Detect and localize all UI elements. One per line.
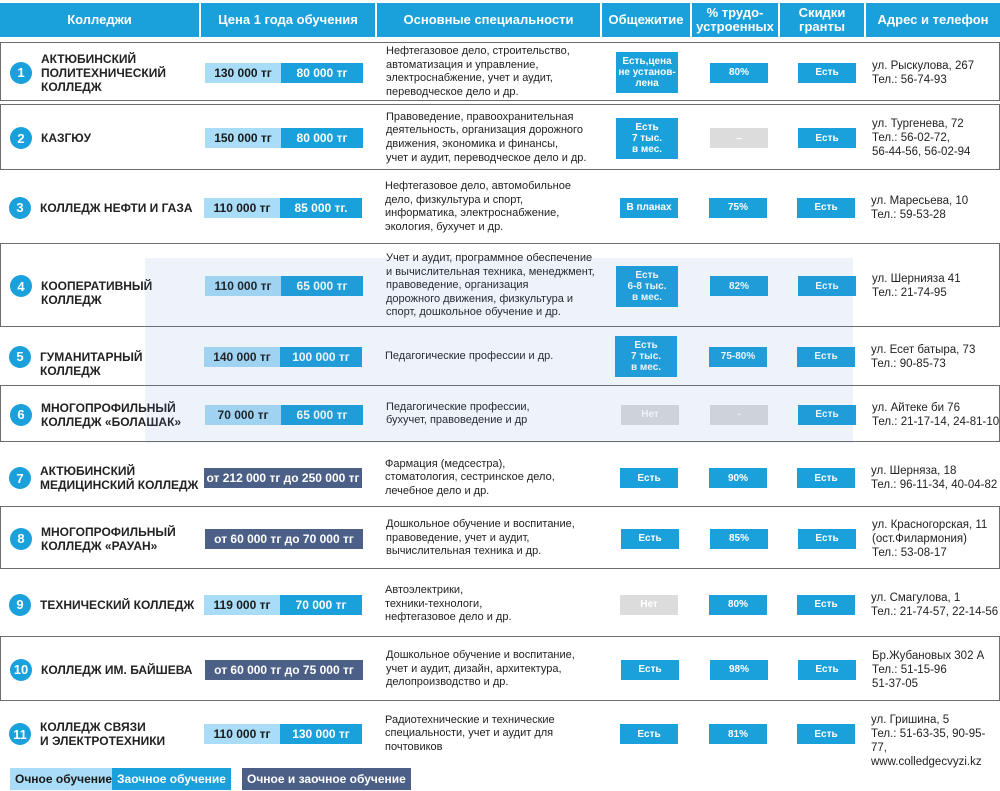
row-number-badge: 8 bbox=[10, 528, 32, 550]
grants-badge: Есть bbox=[797, 198, 855, 218]
grants-badge: Есть bbox=[798, 405, 856, 425]
header-dorm: Общежитие bbox=[602, 3, 690, 37]
specialties: Нефтегазовое дело, автомобильное дело, физкультура и спорт, информатика, электроснабжение, экология, бухучет и др. bbox=[385, 180, 571, 234]
dorm-badge: Есть bbox=[621, 660, 679, 680]
table-row[interactable] bbox=[0, 506, 1000, 569]
table-row[interactable] bbox=[0, 104, 1000, 170]
row-number-badge: 3 bbox=[9, 197, 31, 219]
dorm-badge: Нет bbox=[621, 405, 679, 425]
legend-combined: Очное и заочное обучение bbox=[242, 768, 411, 790]
grants-badge: Есть bbox=[797, 724, 855, 744]
college-name: КОЛЛЕДЖ НЕФТИ И ГАЗА bbox=[40, 200, 193, 215]
price-fulltime: 70 000 тг bbox=[205, 405, 281, 425]
employment-badge: 98% bbox=[710, 660, 768, 680]
employment-badge: 81% bbox=[709, 724, 767, 744]
dorm-badge: Есть 6-8 тыс. в мес. bbox=[616, 266, 678, 307]
table-row[interactable] bbox=[0, 449, 1000, 507]
price-parttime: 65 000 тг bbox=[281, 276, 363, 296]
specialties: Нефтегазовое дело, строительство, автоматизация и управление, электроснабжение, учет и аудит, переводческое дело и др. bbox=[386, 45, 570, 99]
college-name: ГУМАНИТАРНЫЙ КОЛЛЕДЖ bbox=[40, 349, 143, 378]
row-number-badge: 6 bbox=[10, 404, 32, 426]
grants-badge: Есть bbox=[797, 468, 855, 488]
college-name: КОЛЛЕДЖ СВЯЗИ И ЭЛЕКТРОТЕХНИКИ bbox=[40, 720, 166, 748]
specialties: Педагогические профессии и др. bbox=[385, 349, 554, 362]
address-phone: ул. Шернияза 41 Тел.: 21-74-95 bbox=[872, 273, 961, 299]
specialties: Дошкольное обучение и воспитание, учет и аудит, дизайн, архитектура, делопроизводство и др. bbox=[386, 649, 575, 689]
header-price: Цена 1 года обучения bbox=[201, 3, 375, 37]
price-parttime: 80 000 тг bbox=[281, 63, 363, 83]
price-parttime: 80 000 тг bbox=[281, 128, 363, 148]
price-parttime: 65 000 тг bbox=[281, 405, 363, 425]
address-phone: Бр.Жубановых 302 А Тел.: 51-15-96 51-37-05 bbox=[872, 649, 985, 690]
address-phone: ул. Тургенева, 72 Тел.: 56-02-72, 56-44-56, 56-02-94 bbox=[872, 118, 971, 158]
price-fulltime: 150 000 тг bbox=[205, 128, 281, 148]
price-parttime: 130 000 тг bbox=[280, 724, 362, 744]
grants-badge: Есть bbox=[798, 128, 856, 148]
row-number-badge: 2 bbox=[10, 127, 32, 149]
price-fulltime: 110 000 тг bbox=[204, 198, 280, 218]
address-phone: ул. Красногорская, 11 (ост.Филармония) Тел.: 53-08-17 bbox=[872, 518, 988, 559]
header-colleges: Колледжи bbox=[0, 3, 199, 37]
grants-badge: Есть bbox=[798, 660, 856, 680]
employment-badge: 75% bbox=[709, 198, 767, 218]
employment-badge: – bbox=[710, 128, 768, 148]
college-name: КОЛЛЕДЖ ИМ. БАЙШЕВА bbox=[41, 662, 193, 677]
price-parttime: 70 000 тг bbox=[280, 595, 362, 615]
dorm-badge: Есть 7 тыс. в мес. bbox=[616, 118, 678, 159]
employment-badge: 85% bbox=[710, 529, 768, 549]
dorm-badge: Есть bbox=[621, 529, 679, 549]
price-parttime: 100 000 тг bbox=[280, 347, 362, 367]
table-header bbox=[0, 0, 1000, 40]
header-specialties: Основные специальности bbox=[377, 3, 600, 37]
dorm-badge: Есть bbox=[620, 724, 678, 744]
grants-badge: Есть bbox=[797, 595, 855, 615]
college-name: КООПЕРАТИВНЫЙ КОЛЛЕДЖ bbox=[41, 279, 153, 307]
address-phone: ул. Есет батыра, 73 Тел.: 90-85-73 bbox=[871, 343, 976, 370]
price-fulltime: 119 000 тг bbox=[204, 595, 280, 615]
table-row[interactable] bbox=[0, 706, 1000, 768]
dorm-badge: Есть 7 тыс. в мес. bbox=[615, 336, 677, 377]
table-row[interactable] bbox=[0, 334, 1000, 379]
table-row[interactable] bbox=[0, 385, 1000, 442]
legend-fulltime: Очное обучение bbox=[10, 768, 117, 790]
college-name: КАЗГЮУ bbox=[41, 131, 92, 145]
row-number-badge: 10 bbox=[10, 659, 32, 681]
dorm-badge: Есть bbox=[620, 468, 678, 488]
specialties: Правоведение, правоохранительная деятельность, организация дорожного движения, экономика и финансы, учет и аудит, переводческое дело и др. bbox=[386, 110, 587, 164]
row-number-badge: 5 bbox=[9, 346, 31, 368]
employment-badge: 90% bbox=[709, 468, 767, 488]
price-combined: от 212 000 тг до 250 000 тг bbox=[204, 468, 362, 488]
specialties: Автоэлектрики, техники-технологи, нефтегазовое дело и др. bbox=[385, 584, 512, 624]
specialties: Учет и аудит, программное обеспечение и вычислительная техника, менеджмент, правоведение, организация дорожного движения, физкультура и спорт, дошкольное обучение и др. bbox=[386, 252, 595, 319]
college-name: МНОГОПРОФИЛЬНЫЙ КОЛЛЕДЖ «РАУАН» bbox=[41, 524, 176, 553]
price-fulltime: 110 000 тг bbox=[204, 724, 280, 744]
employment-badge: 80% bbox=[709, 595, 767, 615]
specialties: Дошкольное обучение и воспитание, правоведение, учет и аудит, вычислительная техника и др. bbox=[386, 518, 575, 558]
header-address: Адрес и телефон bbox=[866, 3, 1000, 37]
price-fulltime: 140 000 тг bbox=[204, 347, 280, 367]
address-phone: ул. Шерняза, 18 Тел.: 96-11-34, 40-04-82 bbox=[871, 465, 998, 491]
employment-badge: 80% bbox=[710, 63, 768, 83]
college-name: АКТЮБИНСКИЙ МЕДИЦИНСКИЙ КОЛЛЕДЖ bbox=[40, 464, 199, 492]
row-number-badge: 11 bbox=[9, 723, 31, 745]
dorm-badge: В планах bbox=[620, 198, 678, 218]
table-row[interactable] bbox=[0, 577, 1000, 632]
row-number-badge: 7 bbox=[9, 467, 31, 489]
grants-badge: Есть bbox=[798, 529, 856, 549]
specialties: Педагогические профессии, бухучет, правоведение и др bbox=[386, 400, 530, 427]
header-discounts: Скидки гранты bbox=[780, 3, 864, 37]
employment-badge: 75-80% bbox=[709, 347, 767, 367]
legend-parttime: Заочное обучение bbox=[112, 768, 231, 790]
specialties: Фармация (медсестра), стоматология, сестринское дело, лечебное дело и др. bbox=[385, 457, 555, 497]
address-phone: ул. Маресьева, 10 Тел.: 59-53-28 bbox=[871, 194, 969, 221]
grants-badge: Есть bbox=[797, 347, 855, 367]
address-phone: ул. Рыскулова, 267 Тел.: 56-74-93 bbox=[872, 59, 975, 86]
table-row[interactable] bbox=[0, 636, 1000, 701]
price-combined: от 60 000 тг до 70 000 тг bbox=[205, 529, 363, 549]
college-name: ТЕХНИЧЕСКИЙ КОЛЛЕДЖ bbox=[40, 597, 195, 612]
grants-badge: Есть bbox=[798, 63, 856, 83]
row-number-badge: 9 bbox=[9, 594, 31, 616]
row-number-badge: 1 bbox=[10, 62, 32, 84]
address-phone: ул. Айтеке би 76 Тел.: 21-17-14, 24-81-10 bbox=[872, 401, 1000, 428]
address-phone: ул. Гришина, 5 Тел.: 51-63-35, 90-95-77, www.colledgecvyzi.kz bbox=[871, 714, 986, 768]
price-fulltime: 110 000 тг bbox=[205, 276, 281, 296]
price-combined: от 60 000 тг до 75 000 тг bbox=[205, 660, 363, 680]
table-row[interactable] bbox=[0, 42, 1000, 101]
row-number-badge: 4 bbox=[10, 275, 32, 297]
dorm-badge: Нет bbox=[620, 595, 678, 615]
specialties: Радиотехнические и технические специальности, учет и аудит для почтовиков bbox=[385, 713, 555, 753]
grants-badge: Есть bbox=[798, 276, 856, 296]
price-parttime: 85 000 тг. bbox=[280, 198, 362, 218]
employment-badge: 82% bbox=[710, 276, 768, 296]
employment-badge: - bbox=[710, 405, 768, 425]
table-row[interactable] bbox=[0, 177, 1000, 238]
dorm-badge: Есть,цена не установ- лена bbox=[616, 52, 678, 93]
address-phone: ул. Смагулова, 1 Тел.: 21-74-57, 22-14-56 bbox=[871, 591, 999, 618]
table-row[interactable] bbox=[0, 243, 1000, 327]
price-fulltime: 130 000 тг bbox=[205, 63, 281, 83]
college-name: АКТЮБИНСКИЙ ПОЛИТЕХНИЧЕСКИЙ КОЛЛЕДЖ bbox=[41, 51, 167, 94]
college-name: МНОГОПРОФИЛЬНЫЙ КОЛЛЕДЖ «БОЛАШАК» bbox=[41, 400, 182, 429]
header-employment: % трудо- устроенных bbox=[692, 3, 778, 37]
